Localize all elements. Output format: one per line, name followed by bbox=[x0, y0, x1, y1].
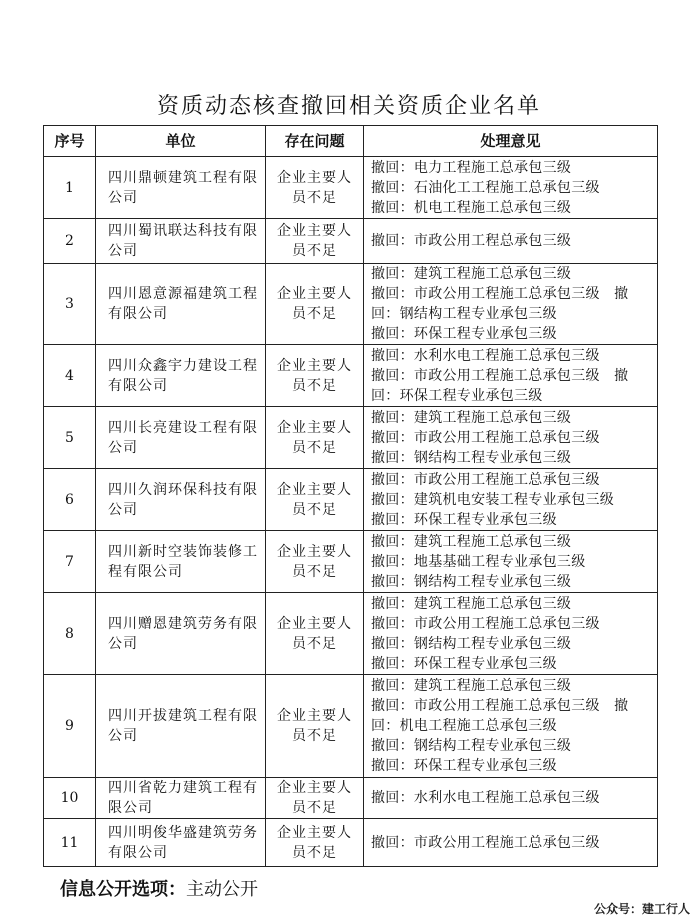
issue-text: 企业主要人员不足 bbox=[266, 778, 364, 819]
document-title: 资质动态核查撤回相关资质企业名单 bbox=[156, 94, 541, 119]
company-name: 四川长亮建设工程有限公司 bbox=[96, 407, 266, 469]
table-row bbox=[44, 593, 658, 675]
row-number: 5 bbox=[44, 407, 96, 469]
issue-text: 企业主要人员不足 bbox=[266, 593, 364, 675]
table-row bbox=[44, 407, 658, 469]
row-number: 3 bbox=[44, 264, 96, 345]
issue-text: 企业主要人员不足 bbox=[266, 531, 364, 593]
action-line: 撤回：市政公用工程总承包三级 bbox=[371, 233, 572, 249]
table-row bbox=[44, 778, 658, 819]
issue-text: 企业主要人员不足 bbox=[266, 345, 364, 407]
issue-text: 企业主要人员不足 bbox=[266, 219, 364, 264]
table-row bbox=[44, 819, 658, 867]
action-line: 回：机电工程施工总承包三级 bbox=[371, 718, 557, 734]
table-row bbox=[44, 345, 658, 407]
action-cell bbox=[364, 345, 658, 407]
action-line: 撤回：建筑工程施工总承包三级 bbox=[371, 678, 572, 694]
row-number: 4 bbox=[44, 345, 96, 407]
issue-text: 企业主要人员不足 bbox=[266, 264, 364, 345]
action-line: 撤回：环保工程专业承包三级 bbox=[371, 326, 557, 342]
row-number: 10 bbox=[44, 778, 96, 819]
row-number: 6 bbox=[44, 469, 96, 531]
action-cell bbox=[364, 219, 658, 264]
disclosure-value: 主动公开 bbox=[186, 879, 258, 900]
revocation-table bbox=[43, 125, 658, 867]
action-line: 撤回：建筑工程施工总承包三级 bbox=[371, 409, 572, 426]
action-line: 撤回：市政公用工程施工总承包三级 bbox=[371, 429, 600, 446]
action-line: 撤回：建筑机电安装工程专业承包三级 bbox=[371, 491, 615, 508]
issue-text: 企业主要人员不足 bbox=[266, 407, 364, 469]
action-line: 撤回：市政公用工程施工总承包三级 bbox=[371, 615, 600, 632]
company-name: 四川蜀讯联达科技有限公司 bbox=[96, 219, 266, 264]
header-unit: 单位 bbox=[96, 126, 266, 157]
company-name: 四川明俊华盛建筑劳务有限公司 bbox=[96, 819, 266, 867]
action-cell bbox=[364, 593, 658, 675]
action-line: 撤回：石油化工工程施工总承包三级 bbox=[371, 179, 600, 196]
action-line: 撤回：地基基础工程专业承包三级 bbox=[371, 553, 586, 570]
action-line: 撤回：建筑工程施工总承包三级 bbox=[371, 533, 572, 550]
row-number: 7 bbox=[44, 531, 96, 593]
company-name: 四川鼎顿建筑工程有限公司 bbox=[96, 157, 266, 219]
action-line: 撤回：市政公用工程施工总承包三级 bbox=[371, 471, 600, 488]
company-name: 四川赠恩建筑劳务有限公司 bbox=[96, 593, 266, 675]
table-row bbox=[44, 675, 658, 778]
action-line: 撤回：钢结构工程专业承包三级 bbox=[371, 573, 572, 590]
action-cell bbox=[364, 819, 658, 867]
action-line: 回：环保工程专业承包三级 bbox=[371, 387, 543, 404]
action-line: 撤回：钢结构工程专业承包三级 bbox=[371, 738, 572, 754]
action-cell bbox=[364, 157, 658, 219]
action-line: 撤回：钢结构工程专业承包三级 bbox=[371, 449, 572, 466]
action-line: 撤回：水利水电工程施工总承包三级 bbox=[371, 347, 600, 364]
issue-text: 企业主要人员不足 bbox=[266, 819, 364, 867]
company-name: 四川久润环保科技有限公司 bbox=[96, 469, 266, 531]
company-name: 四川众鑫宇力建设工程有限公司 bbox=[96, 345, 266, 407]
action-line: 撤回：机电工程施工总承包三级 bbox=[371, 199, 572, 216]
disclosure-option bbox=[60, 875, 258, 901]
company-name: 四川省乾力建筑工程有限公司 bbox=[96, 778, 266, 819]
company-name: 四川新时空装饰装修工程有限公司 bbox=[96, 531, 266, 593]
row-number: 1 bbox=[44, 157, 96, 219]
action-line: 撤回：市政公用工程施工总承包三级 撤 bbox=[371, 698, 629, 714]
action-line: 撤回：市政公用工程施工总承包三级 撤 bbox=[371, 367, 629, 384]
action-line: 撤回：电力工程施工总承包三级 bbox=[371, 159, 572, 176]
action-cell bbox=[364, 778, 658, 819]
action-line: 撤回：环保工程专业承包三级 bbox=[371, 758, 557, 774]
action-line: 撤回：建筑工程施工总承包三级 bbox=[371, 595, 572, 612]
row-number: 8 bbox=[44, 593, 96, 675]
row-number: 2 bbox=[44, 219, 96, 264]
table-row bbox=[44, 531, 658, 593]
action-line: 撤回：钢结构工程专业承包三级 bbox=[371, 635, 572, 652]
header-action: 处理意见 bbox=[364, 126, 658, 157]
action-line: 撤回：水利水电工程施工总承包三级 bbox=[371, 790, 600, 806]
header-issue: 存在问题 bbox=[266, 126, 364, 157]
action-line: 撤回：环保工程专业承包三级 bbox=[371, 655, 557, 672]
row-number: 11 bbox=[44, 819, 96, 867]
disclosure-label: 信息公开选项： bbox=[60, 879, 186, 900]
table-row bbox=[44, 469, 658, 531]
row-number: 9 bbox=[44, 675, 96, 778]
action-line: 撤回：市政公用工程施工总承包三级 bbox=[371, 834, 600, 851]
action-cell bbox=[364, 407, 658, 469]
action-cell bbox=[364, 469, 658, 531]
action-line: 撤回：市政公用工程施工总承包三级 撤 bbox=[371, 286, 629, 302]
action-cell bbox=[364, 531, 658, 593]
issue-text: 企业主要人员不足 bbox=[266, 675, 364, 778]
table-body bbox=[44, 157, 658, 867]
table-header-row bbox=[44, 126, 658, 157]
header-no: 序号 bbox=[44, 126, 96, 157]
action-cell bbox=[364, 675, 658, 778]
company-name: 四川开拔建筑工程有限公司 bbox=[96, 675, 266, 778]
action-line: 回：钢结构工程专业承包三级 bbox=[371, 306, 557, 322]
table-row bbox=[44, 219, 658, 264]
watermark-text: 公众号：建工行人 bbox=[593, 902, 690, 916]
action-cell bbox=[364, 264, 658, 345]
action-line: 撤回：建筑工程施工总承包三级 bbox=[371, 266, 572, 282]
issue-text: 企业主要人员不足 bbox=[266, 157, 364, 219]
action-line: 撤回：环保工程专业承包三级 bbox=[371, 511, 557, 528]
issue-text: 企业主要人员不足 bbox=[266, 469, 364, 531]
table-row bbox=[44, 264, 658, 345]
company-name: 四川恩意源福建筑工程有限公司 bbox=[96, 264, 266, 345]
table-row bbox=[44, 157, 658, 219]
